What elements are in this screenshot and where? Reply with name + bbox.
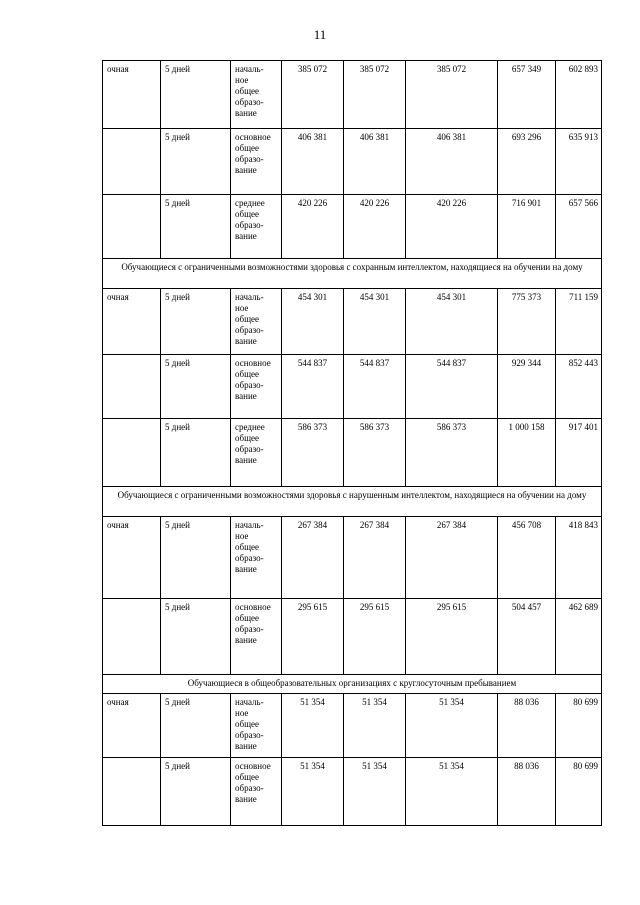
table-row bbox=[103, 289, 602, 355]
form-cell bbox=[103, 599, 161, 675]
days-cell: 5 дней bbox=[161, 129, 231, 195]
value-cell: 544 837 bbox=[282, 355, 344, 419]
days-cell: 5 дней bbox=[161, 419, 231, 487]
value-cell: 1 000 158 bbox=[498, 419, 556, 487]
value-cell: 586 373 bbox=[344, 419, 406, 487]
value-cell: 454 301 bbox=[282, 289, 344, 355]
level-cell: началь- ное общее образо- вание bbox=[231, 61, 282, 129]
value-cell: 544 837 bbox=[406, 355, 498, 419]
form-cell: очная bbox=[103, 61, 161, 129]
funding-norms-table bbox=[102, 60, 602, 826]
value-cell: 420 226 bbox=[282, 195, 344, 259]
value-cell: 295 615 bbox=[344, 599, 406, 675]
value-cell: 852 443 bbox=[556, 355, 602, 419]
value-cell: 711 159 bbox=[556, 289, 602, 355]
days-cell: 5 дней bbox=[161, 355, 231, 419]
table-row bbox=[103, 129, 602, 195]
value-cell: 929 344 bbox=[498, 355, 556, 419]
table-row bbox=[103, 419, 602, 487]
value-cell: 462 689 bbox=[556, 599, 602, 675]
value-cell: 420 226 bbox=[406, 195, 498, 259]
level-cell: началь- ное общее образо- вание bbox=[231, 694, 282, 758]
level-cell: началь- ное общее образо- вание bbox=[231, 289, 282, 355]
value-cell: 454 301 bbox=[344, 289, 406, 355]
value-cell: 385 072 bbox=[282, 61, 344, 129]
form-cell bbox=[103, 355, 161, 419]
form-cell: очная bbox=[103, 694, 161, 758]
value-cell: 51 354 bbox=[406, 694, 498, 758]
value-cell: 657 349 bbox=[498, 61, 556, 129]
value-cell: 456 708 bbox=[498, 517, 556, 599]
value-cell: 586 373 bbox=[282, 419, 344, 487]
form-cell bbox=[103, 129, 161, 195]
table-row bbox=[103, 355, 602, 419]
value-cell: 385 072 bbox=[406, 61, 498, 129]
level-cell: основное общее образо- вание bbox=[231, 355, 282, 419]
value-cell: 716 901 bbox=[498, 195, 556, 259]
value-cell: 80 699 bbox=[556, 758, 602, 826]
section-heading: Обучающиеся в общеобразовательных организациях с круглосуточным пребыванием bbox=[103, 675, 602, 694]
form-cell: очная bbox=[103, 289, 161, 355]
days-cell: 5 дней bbox=[161, 694, 231, 758]
table-row bbox=[103, 517, 602, 599]
value-cell: 385 072 bbox=[344, 61, 406, 129]
value-cell: 602 893 bbox=[556, 61, 602, 129]
value-cell: 51 354 bbox=[282, 694, 344, 758]
value-cell: 418 843 bbox=[556, 517, 602, 599]
days-cell: 5 дней bbox=[161, 289, 231, 355]
level-cell: началь- ное общее образо- вание bbox=[231, 517, 282, 599]
section-row bbox=[103, 675, 602, 694]
value-cell: 504 457 bbox=[498, 599, 556, 675]
value-cell: 51 354 bbox=[282, 758, 344, 826]
value-cell: 657 566 bbox=[556, 195, 602, 259]
value-cell: 88 036 bbox=[498, 694, 556, 758]
form-cell bbox=[103, 195, 161, 259]
level-cell: среднее общее образо- вание bbox=[231, 419, 282, 487]
days-cell: 5 дней bbox=[161, 195, 231, 259]
form-cell bbox=[103, 419, 161, 487]
value-cell: 406 381 bbox=[406, 129, 498, 195]
days-cell: 5 дней bbox=[161, 61, 231, 129]
page-number: 11 bbox=[313, 27, 327, 42]
table-row bbox=[103, 599, 602, 675]
section-heading: Обучающиеся с ограниченными возможностями здоровья с сохранным интеллектом, находящиеся на обучении на дому bbox=[103, 259, 602, 289]
value-cell: 454 301 bbox=[406, 289, 498, 355]
table-row bbox=[103, 694, 602, 758]
value-cell: 295 615 bbox=[282, 599, 344, 675]
value-cell: 80 699 bbox=[556, 694, 602, 758]
section-row bbox=[103, 259, 602, 289]
level-cell: основное общее образо- вание bbox=[231, 599, 282, 675]
value-cell: 51 354 bbox=[344, 758, 406, 826]
section-row bbox=[103, 487, 602, 517]
days-cell: 5 дней bbox=[161, 758, 231, 826]
value-cell: 635 913 bbox=[556, 129, 602, 195]
value-cell: 406 381 bbox=[344, 129, 406, 195]
table-row bbox=[103, 758, 602, 826]
value-cell: 267 384 bbox=[406, 517, 498, 599]
value-cell: 775 373 bbox=[498, 289, 556, 355]
value-cell: 917 401 bbox=[556, 419, 602, 487]
value-cell: 420 226 bbox=[344, 195, 406, 259]
value-cell: 544 837 bbox=[344, 355, 406, 419]
value-cell: 693 296 bbox=[498, 129, 556, 195]
value-cell: 586 373 bbox=[406, 419, 498, 487]
value-cell: 406 381 bbox=[282, 129, 344, 195]
value-cell: 295 615 bbox=[406, 599, 498, 675]
days-cell: 5 дней bbox=[161, 517, 231, 599]
days-cell: 5 дней bbox=[161, 599, 231, 675]
table-row bbox=[103, 61, 602, 129]
value-cell: 88 036 bbox=[498, 758, 556, 826]
table-row bbox=[103, 195, 602, 259]
level-cell: среднее общее образо- вание bbox=[231, 195, 282, 259]
form-cell bbox=[103, 758, 161, 826]
value-cell: 267 384 bbox=[344, 517, 406, 599]
value-cell: 51 354 bbox=[344, 694, 406, 758]
section-heading: Обучающиеся с ограниченными возможностями здоровья с нарушенным интеллектом, находящиеся на обучении на дому bbox=[103, 487, 602, 517]
value-cell: 51 354 bbox=[406, 758, 498, 826]
level-cell: основное общее образо- вание bbox=[231, 129, 282, 195]
level-cell: основное общее образо- вание bbox=[231, 758, 282, 826]
form-cell: очная bbox=[103, 517, 161, 599]
value-cell: 267 384 bbox=[282, 517, 344, 599]
